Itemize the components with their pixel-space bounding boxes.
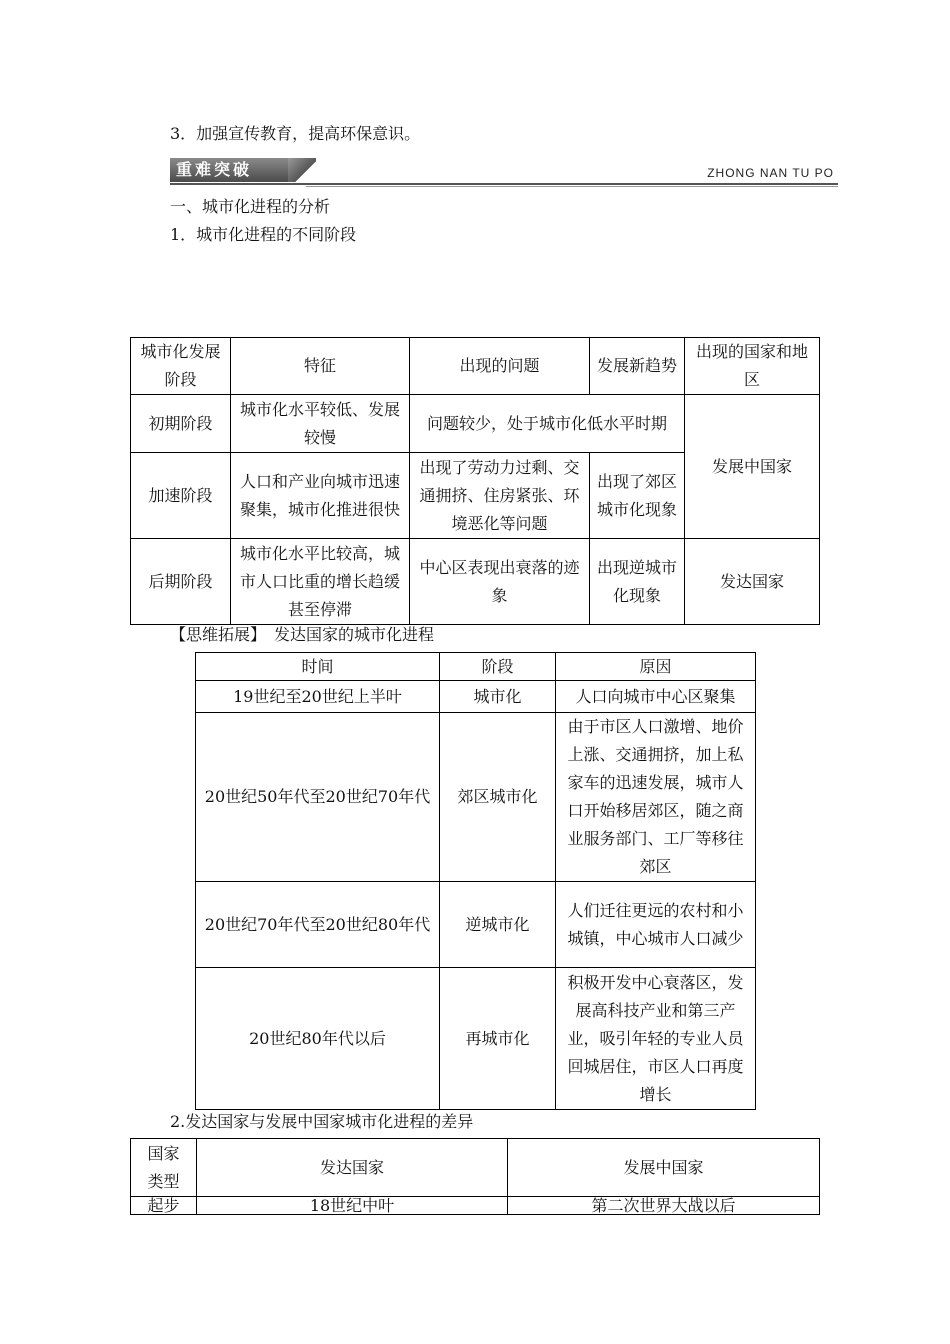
banner-rule-thin <box>306 186 838 187</box>
header-cell: 原因 <box>556 653 756 681</box>
header-cell: 阶段 <box>440 653 556 681</box>
sub-heading-stages: 1．城市化进程的不同阶段 <box>170 225 357 244</box>
time-cell: 20世纪50年代至20世纪70年代 <box>196 713 440 882</box>
intro-line: 3．加强宣传教育，提高环保意识。 <box>170 124 421 143</box>
time-cell: 20世纪70年代至20世纪80年代 <box>196 882 440 968</box>
section-banner <box>170 158 838 188</box>
banner-pinyin: ZHONG NAN TU PO <box>707 166 834 180</box>
stages-table <box>130 337 820 625</box>
header-cell: 时间 <box>196 653 440 681</box>
table-header-row <box>131 338 820 395</box>
stage-cell: 初期阶段 <box>131 395 231 453</box>
problem-cell: 出现了劳动力过剩、交通拥挤、住房紧张、环境恶化等问题 <box>410 453 590 539</box>
header-cell: 出现的问题 <box>410 338 590 395</box>
banner-slant-decoration <box>288 158 316 182</box>
reason-cell: 积极开发中心衰落区，发展高科技产业和第三产业，吸引年轻的专业人员回城居住，市区人口再度增长 <box>556 968 756 1110</box>
table-header-row <box>196 653 756 681</box>
table-row <box>131 1197 820 1215</box>
header-cell: 发展中国家 <box>508 1139 820 1197</box>
stage-cell: 逆城市化 <box>440 882 556 968</box>
table-row <box>131 395 820 453</box>
reason-cell: 人们迁往更远的农村和小城镇，中心城市人口减少 <box>556 882 756 968</box>
stage-cell: 城市化 <box>440 681 556 713</box>
problem-cell: 中心区表现出衰落的迹象 <box>410 539 590 625</box>
banner-label: 重难突破 <box>170 158 298 182</box>
stage-cell: 后期阶段 <box>131 539 231 625</box>
developing-cell: 第二次世界大战以后 <box>508 1197 820 1215</box>
table-row <box>196 681 756 713</box>
header-cell: 发展新趋势 <box>590 338 685 395</box>
table-header-row <box>131 1139 820 1197</box>
reason-cell: 人口向城市中心区聚集 <box>556 681 756 713</box>
table-row <box>196 968 756 1110</box>
region-cell: 发展中国家 <box>685 395 820 539</box>
feature-cell: 城市化水平比较高，城市人口比重的增长趋缓甚至停滞 <box>231 539 410 625</box>
header-cell: 城市化发展阶段 <box>131 338 231 395</box>
time-cell: 19世纪至20世纪上半叶 <box>196 681 440 713</box>
developed-cell: 18世纪中叶 <box>197 1197 508 1215</box>
header-cell: 特征 <box>231 338 410 395</box>
row-label-cell: 起步 <box>131 1197 197 1215</box>
trend-cell: 出现了郊区城市化现象 <box>590 453 685 539</box>
table-row <box>196 713 756 882</box>
header-cell: 发达国家 <box>197 1139 508 1197</box>
stage-cell: 再城市化 <box>440 968 556 1110</box>
developed-process-table <box>195 652 756 1110</box>
table-row <box>131 539 820 625</box>
reason-cell: 由于市区人口激增、地价上涨、交通拥挤，加上私家车的迅速发展，城市人口开始移居郊区，随之商业服务部门、工厂等移往郊区 <box>556 713 756 882</box>
sub-heading-differences: 2.发达国家与发展中国家城市化进程的差异 <box>170 1112 474 1131</box>
region-cell: 发达国家 <box>685 539 820 625</box>
section-heading: 一、城市化进程的分析 <box>170 197 331 216</box>
banner-rule <box>170 183 838 185</box>
header-cell: 国家类型 <box>131 1139 197 1197</box>
problem-cell: 问题较少，处于城市化低水平时期 <box>410 395 685 453</box>
time-cell: 20世纪80年代以后 <box>196 968 440 1110</box>
feature-cell: 城市化水平较低、发展较慢 <box>231 395 410 453</box>
table-row <box>196 882 756 968</box>
extension-title: 【思维拓展】 发达国家的城市化进程 <box>170 625 435 644</box>
stage-cell: 加速阶段 <box>131 453 231 539</box>
header-cell: 出现的国家和地区 <box>685 338 820 395</box>
comparison-table <box>130 1138 820 1215</box>
trend-cell: 出现逆城市化现象 <box>590 539 685 625</box>
feature-cell: 人口和产业向城市迅速聚集，城市化推进很快 <box>231 453 410 539</box>
stage-cell: 郊区城市化 <box>440 713 556 882</box>
